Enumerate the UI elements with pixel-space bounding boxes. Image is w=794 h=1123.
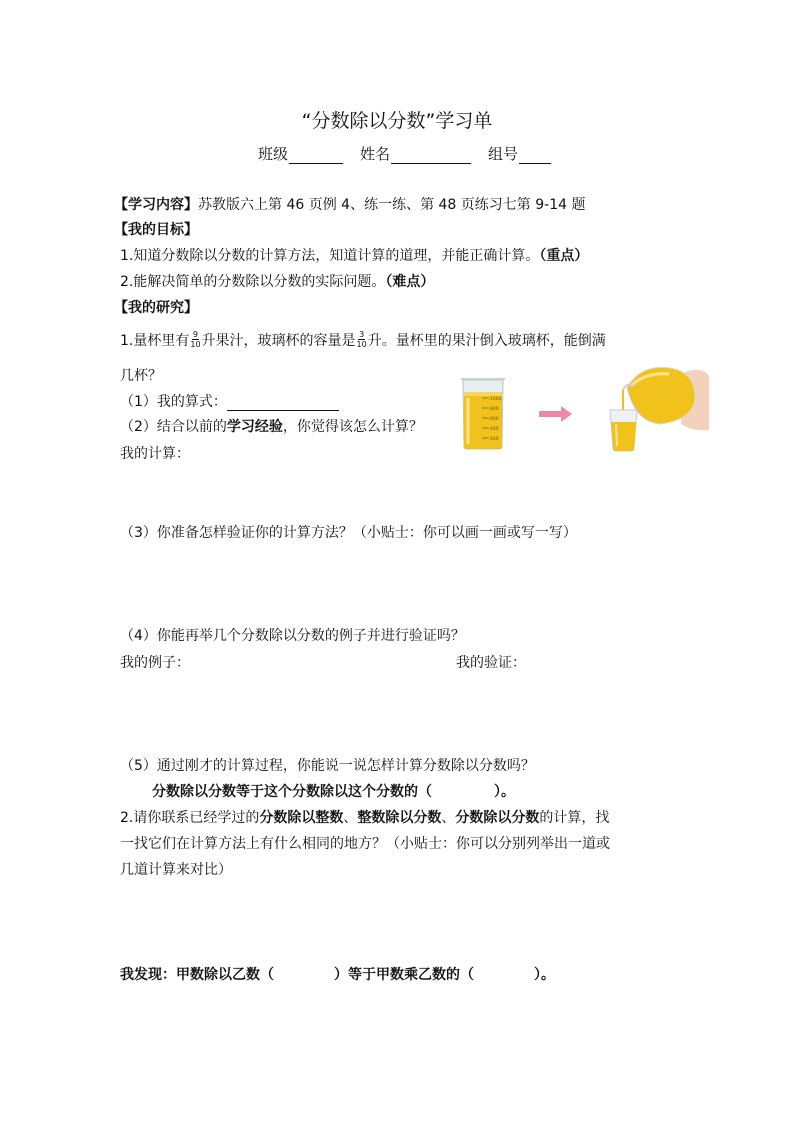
learning-content <box>114 194 585 214</box>
group-field <box>488 143 551 164</box>
frac2-den: 10 <box>356 339 367 349</box>
q2-line2: 一找它们在计算方法上有什么相同的地方？（小贴士：你可以分别列举出一道或 <box>120 836 610 852</box>
q2-a: 2.请你联系已经学过的 <box>120 810 260 826</box>
goal-1 <box>120 245 588 265</box>
right-arrow-icon <box>539 406 572 422</box>
formula-answer-line[interactable] <box>227 396 339 411</box>
beaker-mark-3: 600 <box>490 417 499 422</box>
find-post: ）。 <box>534 967 555 983</box>
group-blank[interactable] <box>519 147 551 164</box>
s2-post: ，你觉得该怎么计算？ <box>282 419 423 435</box>
q2-line3: 几道计算来对比） <box>120 862 232 878</box>
q1-part2: 升果汁，玻璃杯的容量是 <box>201 333 356 349</box>
research-label: 【我的研究】 <box>114 300 198 316</box>
q2-b1: 分数除以整数 <box>259 810 344 826</box>
goal-1-text: 1.知道分数除以分数的计算方法，知道计算的道理，并能正确计算。 <box>120 248 540 264</box>
question-1 <box>120 330 606 351</box>
beaker-mark-4: 400 <box>490 427 499 432</box>
name-label: 姓名 <box>360 145 391 163</box>
q1-part3: 升。量杯里的果汁倒入玻璃杯，能倒满 <box>367 333 606 349</box>
goal-1-tag: （重点） <box>539 248 589 264</box>
name-blank[interactable] <box>391 147 471 164</box>
fraction-nine-tenths <box>190 330 200 349</box>
q1-part1: 1.量杯里有 <box>120 333 190 349</box>
q2-d: 的计算，找 <box>539 810 610 826</box>
name-field <box>360 143 471 164</box>
drinking-glass <box>610 410 637 451</box>
my-calculation-label: 我的计算： <box>120 446 190 462</box>
sub-question-3: （3）你准备怎样验证你的计算方法？（小贴士：你可以画一画或写一写） <box>120 525 577 541</box>
sub-question-2 <box>120 416 423 436</box>
rule-pre: 分数除以分数等于这个分数除以这个分数的（ <box>152 784 432 800</box>
juice-illustration <box>455 358 710 454</box>
class-label: 班级 <box>258 145 289 163</box>
sub-question-4: （4）你能再举几个分数除以分数的例子并进行验证吗？ <box>120 628 465 644</box>
rule-post: ）。 <box>494 784 515 800</box>
class-blank[interactable] <box>289 147 343 164</box>
finding-statement <box>120 964 555 984</box>
find-mid: ）等于甲数乘乙数的（ <box>334 967 474 983</box>
q2-c2: 、 <box>441 810 456 826</box>
goal-2-tag: （难点） <box>385 274 435 290</box>
q2-b3: 分数除以分数 <box>455 810 540 826</box>
s2-bold: 学习经验 <box>226 419 283 435</box>
beaker-mark-2: 800 <box>490 407 499 412</box>
question-2 <box>120 807 609 827</box>
goal-2 <box>120 271 434 291</box>
page-title: “分数除以分数”学习单 <box>301 110 493 132</box>
frac2-num: 3 <box>359 329 365 339</box>
beaker-mark-1: 1000 <box>490 397 502 402</box>
content-label: 【学习内容】 <box>114 197 198 213</box>
my-verify-label: 我的验证： <box>456 655 526 671</box>
rule-statement <box>152 781 515 801</box>
beaker-mark-5: 200 <box>490 437 499 442</box>
content-text: 苏教版六上第 46 页例 4、练一练、第 48 页练习七第 9-14 题 <box>198 197 586 213</box>
q1-line2: 几杯？ <box>120 368 162 384</box>
measuring-beaker <box>461 379 505 449</box>
s1-text: （1）我的算式： <box>120 394 227 410</box>
goals-label: 【我的目标】 <box>114 222 198 238</box>
class-field <box>258 143 343 164</box>
my-example-label: 我的例子： <box>120 655 190 671</box>
fraction-three-tenths <box>357 330 367 349</box>
find-pre: 我发现：甲数除以乙数（ <box>120 967 274 983</box>
goal-2-text: 2.能解决简单的分数除以分数的实际问题。 <box>120 274 386 290</box>
sub-question-5: （5）通过刚才的计算过程，你能说一说怎样计算分数除以分数吗？ <box>120 758 535 774</box>
frac1-num: 9 <box>192 329 198 339</box>
s2-pre: （2）结合以前的 <box>120 419 227 435</box>
group-label: 组号 <box>488 145 519 163</box>
q2-b2: 整数除以分数 <box>357 810 442 826</box>
frac1-den: 10 <box>190 339 201 349</box>
sub-question-1 <box>120 391 339 411</box>
q2-c1: 、 <box>343 810 358 826</box>
